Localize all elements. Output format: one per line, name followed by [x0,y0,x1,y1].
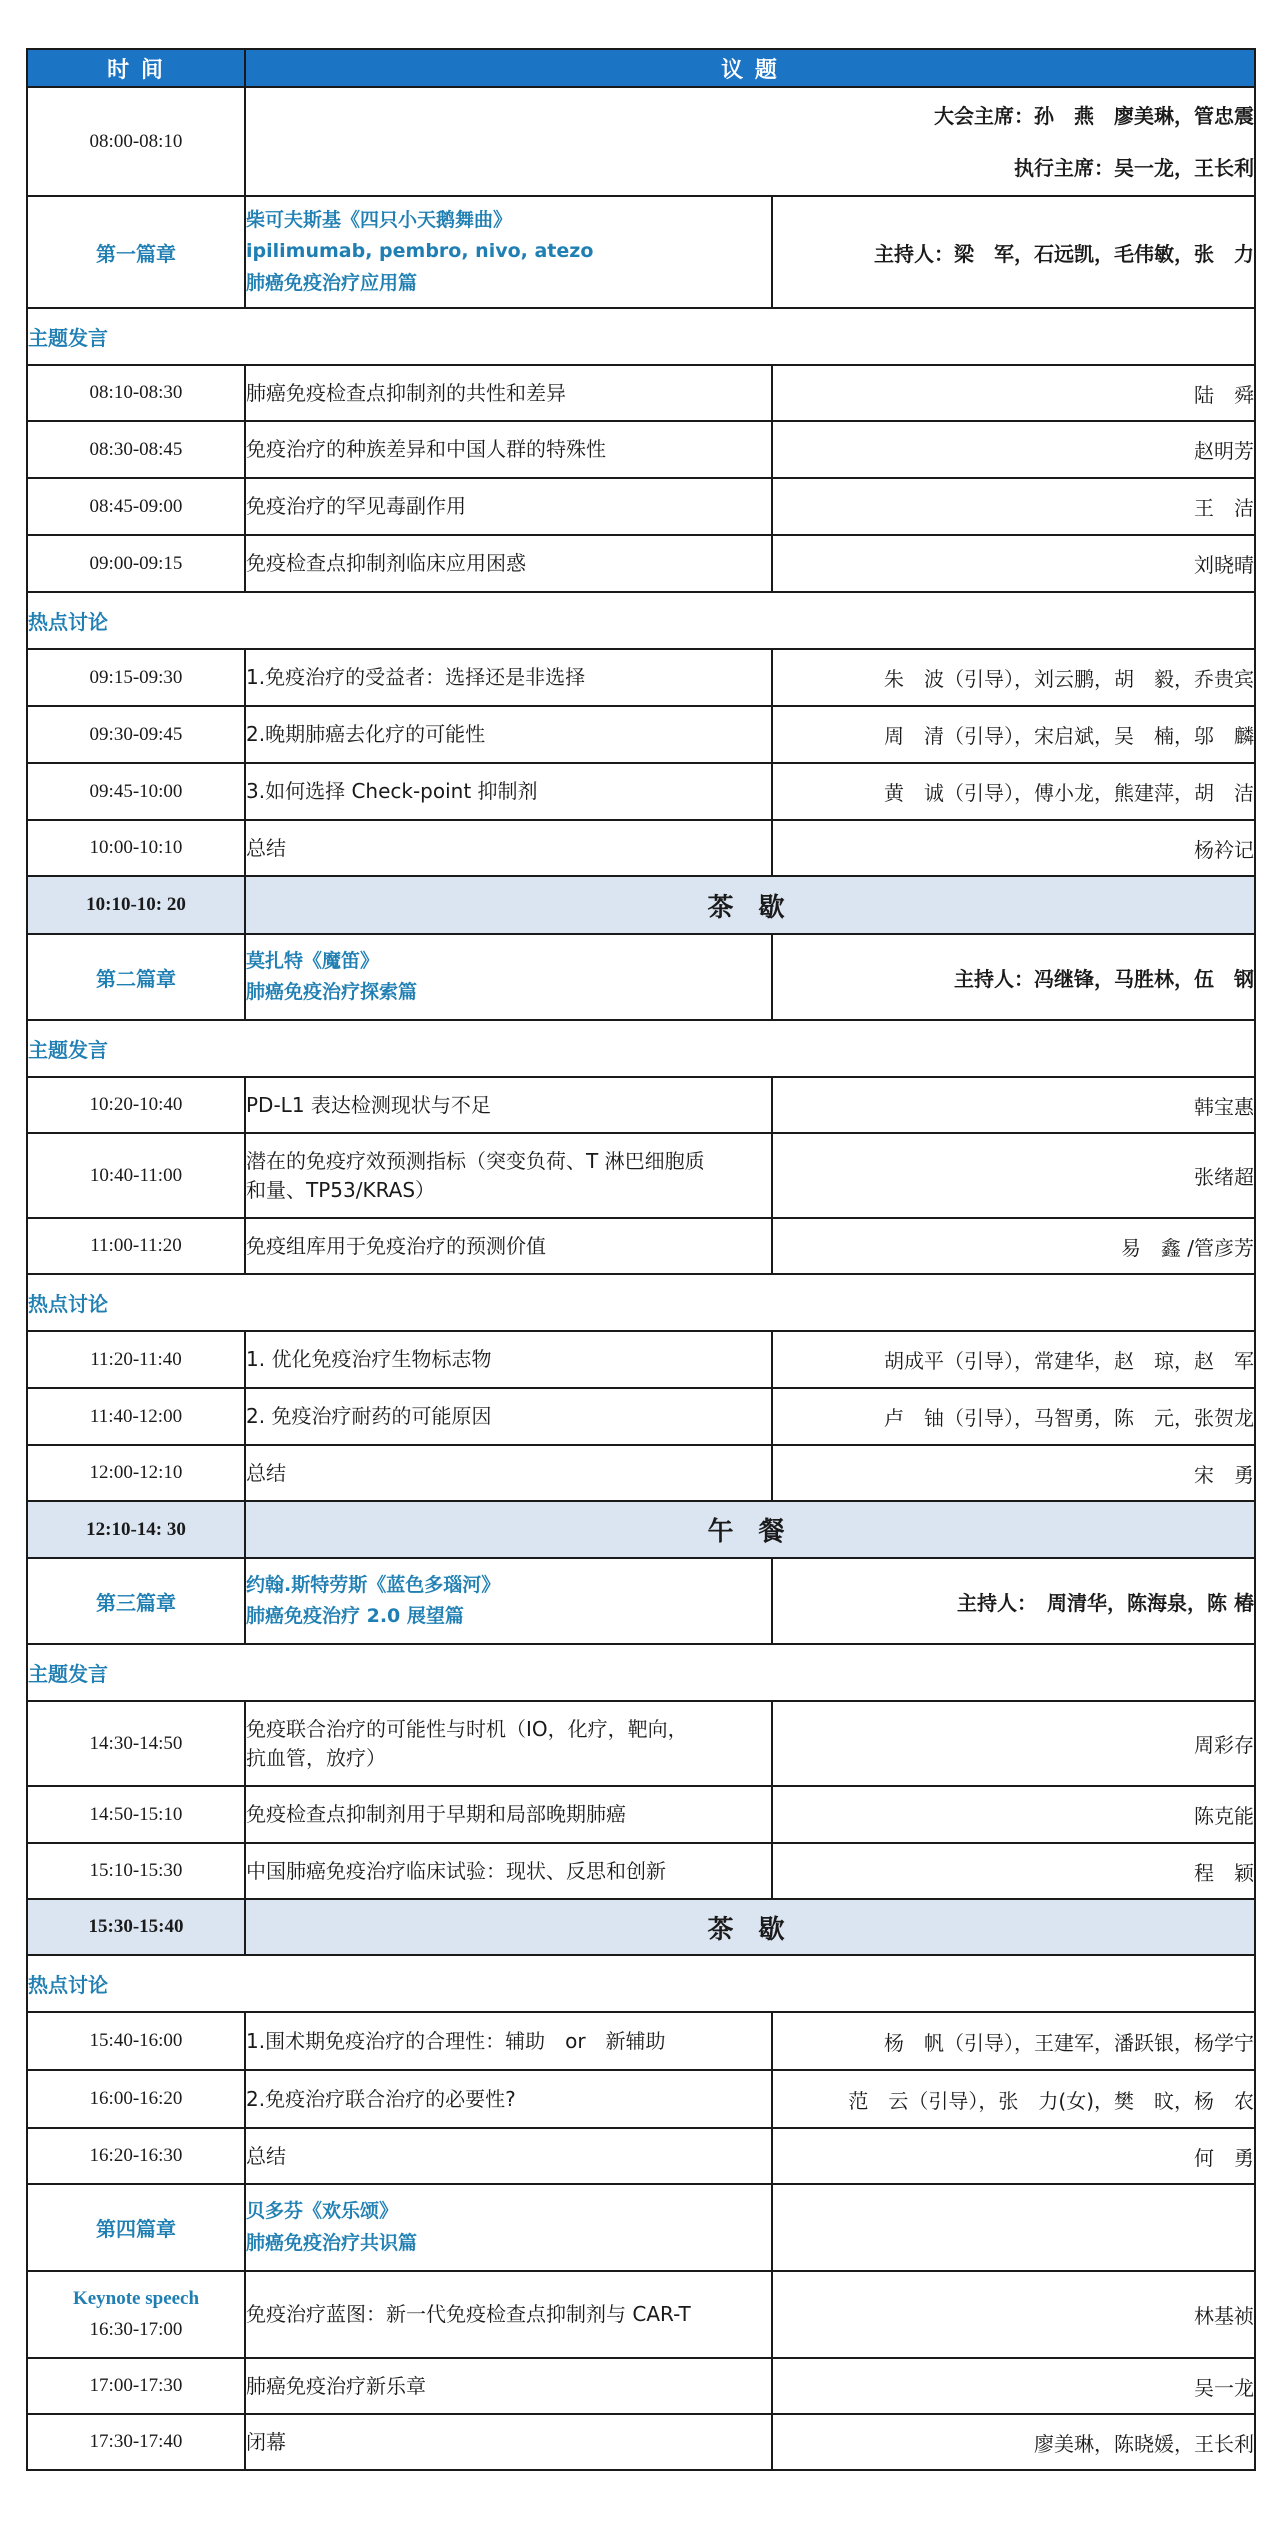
empty-cell [772,2184,1255,2271]
time-cell: 08:10-08:30 [27,365,245,421]
session-row [27,1133,1255,1218]
topic-cell: 肺癌免疫治疗新乐章 [245,2358,772,2414]
topic-cell: 免疫治疗的种族差异和中国人群的特殊性 [245,421,772,478]
topic-cell: 免疫治疗蓝图：新一代免疫检查点抑制剂与 CAR-T [245,2271,772,2358]
keynote-time-cell [27,2271,245,2358]
session-row [27,535,1255,592]
speaker-cell: 宋 勇 [772,1445,1255,1501]
speaker-cell: 周 清（引导），宋启斌，吴 楠，邬 麟 [772,706,1255,763]
topic-cell: 肺癌免疫检查点抑制剂的共性和差异 [245,365,772,421]
speaker-cell: 张绪超 [772,1133,1255,1218]
topic-cell: 闭幕 [245,2414,772,2470]
topic-cell: 免疫检查点抑制剂临床应用困惑 [245,535,772,592]
time-cell: 10:00-10:10 [27,820,245,876]
session-row [27,1786,1255,1843]
section-row [27,1644,1255,1701]
section-row [27,308,1255,365]
time-cell: 10:40-11:00 [27,1133,245,1218]
chairs-cell [245,87,1255,196]
time-cell: 11:20-11:40 [27,1331,245,1388]
lunch-label: 午 餐 [245,1501,1255,1558]
speaker-cell: 程 颖 [772,1843,1255,1899]
chapter-title-line: 贝多芬《欢乐颂》 [246,2200,399,2223]
time-cell: 09:45-10:00 [27,763,245,820]
topic-line: 免疫联合治疗的可能性与时机（IO，化疗，靶向， [246,1716,688,1741]
exec-chair-line: 执行主席：吴一龙，王长利 [1014,155,1255,180]
session-row [27,2358,1255,2414]
speaker-cell: 吴一龙 [772,2358,1255,2414]
topic-line: 潜在的免疫疗效预测指标（突变负荷、T 淋巴细胞质 [246,1148,705,1173]
session-row [27,365,1255,421]
topic-cell: 2.晚期肺癌去化疗的可能性 [245,706,772,763]
time-cell: 10:20-10:40 [27,1077,245,1133]
host-cell: 主持人：梁 军，石远凯，毛伟敏，张 力 [772,196,1255,308]
speaker-cell: 杨 帆（引导），王建军，潘跃银，杨学宁 [772,2012,1255,2070]
session-row [27,649,1255,706]
topic-cell: PD-L1 表达检测现状与不足 [245,1077,772,1133]
chapter-title [245,1558,772,1644]
speaker-cell: 周彩存 [772,1701,1255,1786]
speaker-cell: 韩宝惠 [772,1077,1255,1133]
session-row [27,820,1255,876]
section-label: 热点讨论 [27,1274,1255,1331]
chapter-label: 第三篇章 [27,1558,245,1644]
time-cell: 12:10-14: 30 [27,1501,245,1558]
break-row [27,1899,1255,1955]
speaker-cell: 廖美琳，陈晓媛，王长利 [772,2414,1255,2470]
chapter-title-line: 肺癌免疫治疗探索篇 [246,981,418,1003]
session-row [27,1843,1255,1899]
section-label: 主题发言 [27,1020,1255,1077]
chapter-label: 第二篇章 [27,934,245,1020]
chapter-title-line: 柴可夫斯基《四只小天鹅舞曲》 [246,208,513,231]
session-row [27,1388,1255,1445]
chapter-label: 第四篇章 [27,2184,245,2271]
chapter-row [27,196,1255,308]
session-row [27,763,1255,820]
session-row [27,2128,1255,2184]
session-row [27,2414,1255,2470]
topic-cell: 总结 [245,820,772,876]
time-cell: 14:30-14:50 [27,1701,245,1786]
session-row [27,1077,1255,1133]
session-row [27,1445,1255,1501]
topic-cell: 1. 优化免疫治疗生物标志物 [245,1331,772,1388]
keynote-row [27,2271,1255,2358]
topic-cell [245,1133,772,1218]
chapter-title-line: 肺癌免疫治疗共识篇 [246,2231,418,2254]
topic-cell: 3.如何选择 Check-point 抑制剂 [245,763,772,820]
chapter-row [27,1558,1255,1644]
speaker-cell: 何 勇 [772,2128,1255,2184]
break-label: 茶 歇 [245,876,1255,934]
header-row [27,49,1255,87]
section-label: 热点讨论 [27,592,1255,649]
time-cell: 09:00-09:15 [27,535,245,592]
time-cell: 16:20-16:30 [27,2128,245,2184]
chapter-title [245,2184,772,2271]
section-label: 主题发言 [27,1644,1255,1701]
section-label: 主题发言 [27,308,1255,365]
speaker-cell: 易 鑫 /管彦芳 [772,1218,1255,1274]
time-cell: 11:00-11:20 [27,1218,245,1274]
chapter-title-line: ipilimumab, pembro, nivo, atezo [246,240,594,263]
speaker-cell: 林基祯 [772,2271,1255,2358]
time-cell: 08:30-08:45 [27,421,245,478]
chapter-title-line: 莫扎特《魔笛》 [246,949,380,972]
speaker-cell: 刘晓晴 [772,535,1255,592]
opening-row [27,87,1255,196]
host-cell: 主持人：冯继锋，马胜林，伍 钢 [772,934,1255,1020]
section-row [27,1020,1255,1077]
break-row [27,876,1255,934]
topic-cell: 总结 [245,1445,772,1501]
session-row [27,478,1255,535]
session-row [27,2012,1255,2070]
time-cell: 11:40-12:00 [27,1388,245,1445]
section-row [27,1955,1255,2012]
speaker-cell: 朱 波（引导），刘云鹏，胡 毅，乔贵宾 [772,649,1255,706]
session-row [27,421,1255,478]
speaker-cell: 杨衿记 [772,820,1255,876]
topic-line: 和量、TP53/KRAS） [246,1177,436,1202]
chapter-title-line: 约翰.斯特劳斯《蓝色多瑙河》 [246,1573,501,1596]
time-cell: 10:10-10: 20 [27,876,245,934]
speaker-cell: 陆 舜 [772,365,1255,421]
topic-cell: 中国肺癌免疫治疗临床试验：现状、反思和创新 [245,1843,772,1899]
topic-cell: 1.免疫治疗的受益者：选择还是非选择 [245,649,772,706]
time-cell: 17:00-17:30 [27,2358,245,2414]
speaker-cell: 王 洁 [772,478,1255,535]
topic-cell: 总结 [245,2128,772,2184]
session-row [27,2070,1255,2128]
chapter-title [245,196,772,308]
session-row [27,1331,1255,1388]
chapter-row [27,2184,1255,2271]
host-cell: 主持人： 周清华，陈海泉，陈 椿 [772,1558,1255,1644]
topic-cell: 2.免疫治疗联合治疗的必要性? [245,2070,772,2128]
chapter-title [245,934,772,1020]
chapter-row [27,934,1255,1020]
time-cell: 08:00-08:10 [27,87,245,196]
topic-line: 抗血管，放疗） [246,1745,386,1770]
speaker-cell: 卢 铀（引导），马智勇，陈 元，张贺龙 [772,1388,1255,1445]
time-cell: 16:00-16:20 [27,2070,245,2128]
chapter-title-line: 肺癌免疫治疗应用篇 [246,271,418,294]
session-row [27,1701,1255,1786]
time-cell: 14:50-15:10 [27,1786,245,1843]
topic-cell: 免疫检查点抑制剂用于早期和局部晚期肺癌 [245,1786,772,1843]
time-cell: 15:40-16:00 [27,2012,245,2070]
keynote-time: 16:30-17:00 [89,2318,183,2340]
topic-cell: 1.围术期免疫治疗的合理性：辅助 or 新辅助 [245,2012,772,2070]
header-time: 时 间 [27,49,245,87]
speaker-cell: 胡成平（引导），常建华，赵 琼，赵 军 [772,1331,1255,1388]
session-row [27,706,1255,763]
time-cell: 09:15-09:30 [27,649,245,706]
chair-line: 大会主席：孙 燕 廖美琳，管忠震 [934,103,1255,128]
session-row [27,1218,1255,1274]
section-row [27,1274,1255,1331]
speaker-cell: 范 云（引导），张 力(女)，樊 旼，杨 农 [772,2070,1255,2128]
topic-cell: 免疫组库用于免疫治疗的预测价值 [245,1218,772,1274]
topic-cell: 2. 免疫治疗耐药的可能原因 [245,1388,772,1445]
time-cell: 17:30-17:40 [27,2414,245,2470]
time-cell: 15:10-15:30 [27,1843,245,1899]
agenda-table [26,48,1256,2471]
time-cell: 12:00-12:10 [27,1445,245,1501]
lunch-row [27,1501,1255,1558]
speaker-cell: 黄 诚（引导），傅小龙，熊建萍，胡 洁 [772,763,1255,820]
section-row [27,592,1255,649]
time-cell: 15:30-15:40 [27,1899,245,1955]
time-cell: 09:30-09:45 [27,706,245,763]
chapter-title-line: 肺癌免疫治疗 2.0 展望篇 [246,1605,464,1627]
section-label: 热点讨论 [27,1955,1255,2012]
keynote-label: Keynote speech [72,2288,200,2310]
chapter-label: 第一篇章 [27,196,245,308]
speaker-cell: 赵明芳 [772,421,1255,478]
speaker-cell: 陈克能 [772,1786,1255,1843]
header-topic: 议 题 [245,49,1255,87]
topic-cell [245,1701,772,1786]
break-label: 茶 歇 [245,1899,1255,1955]
time-cell: 08:45-09:00 [27,478,245,535]
topic-cell: 免疫治疗的罕见毒副作用 [245,478,772,535]
